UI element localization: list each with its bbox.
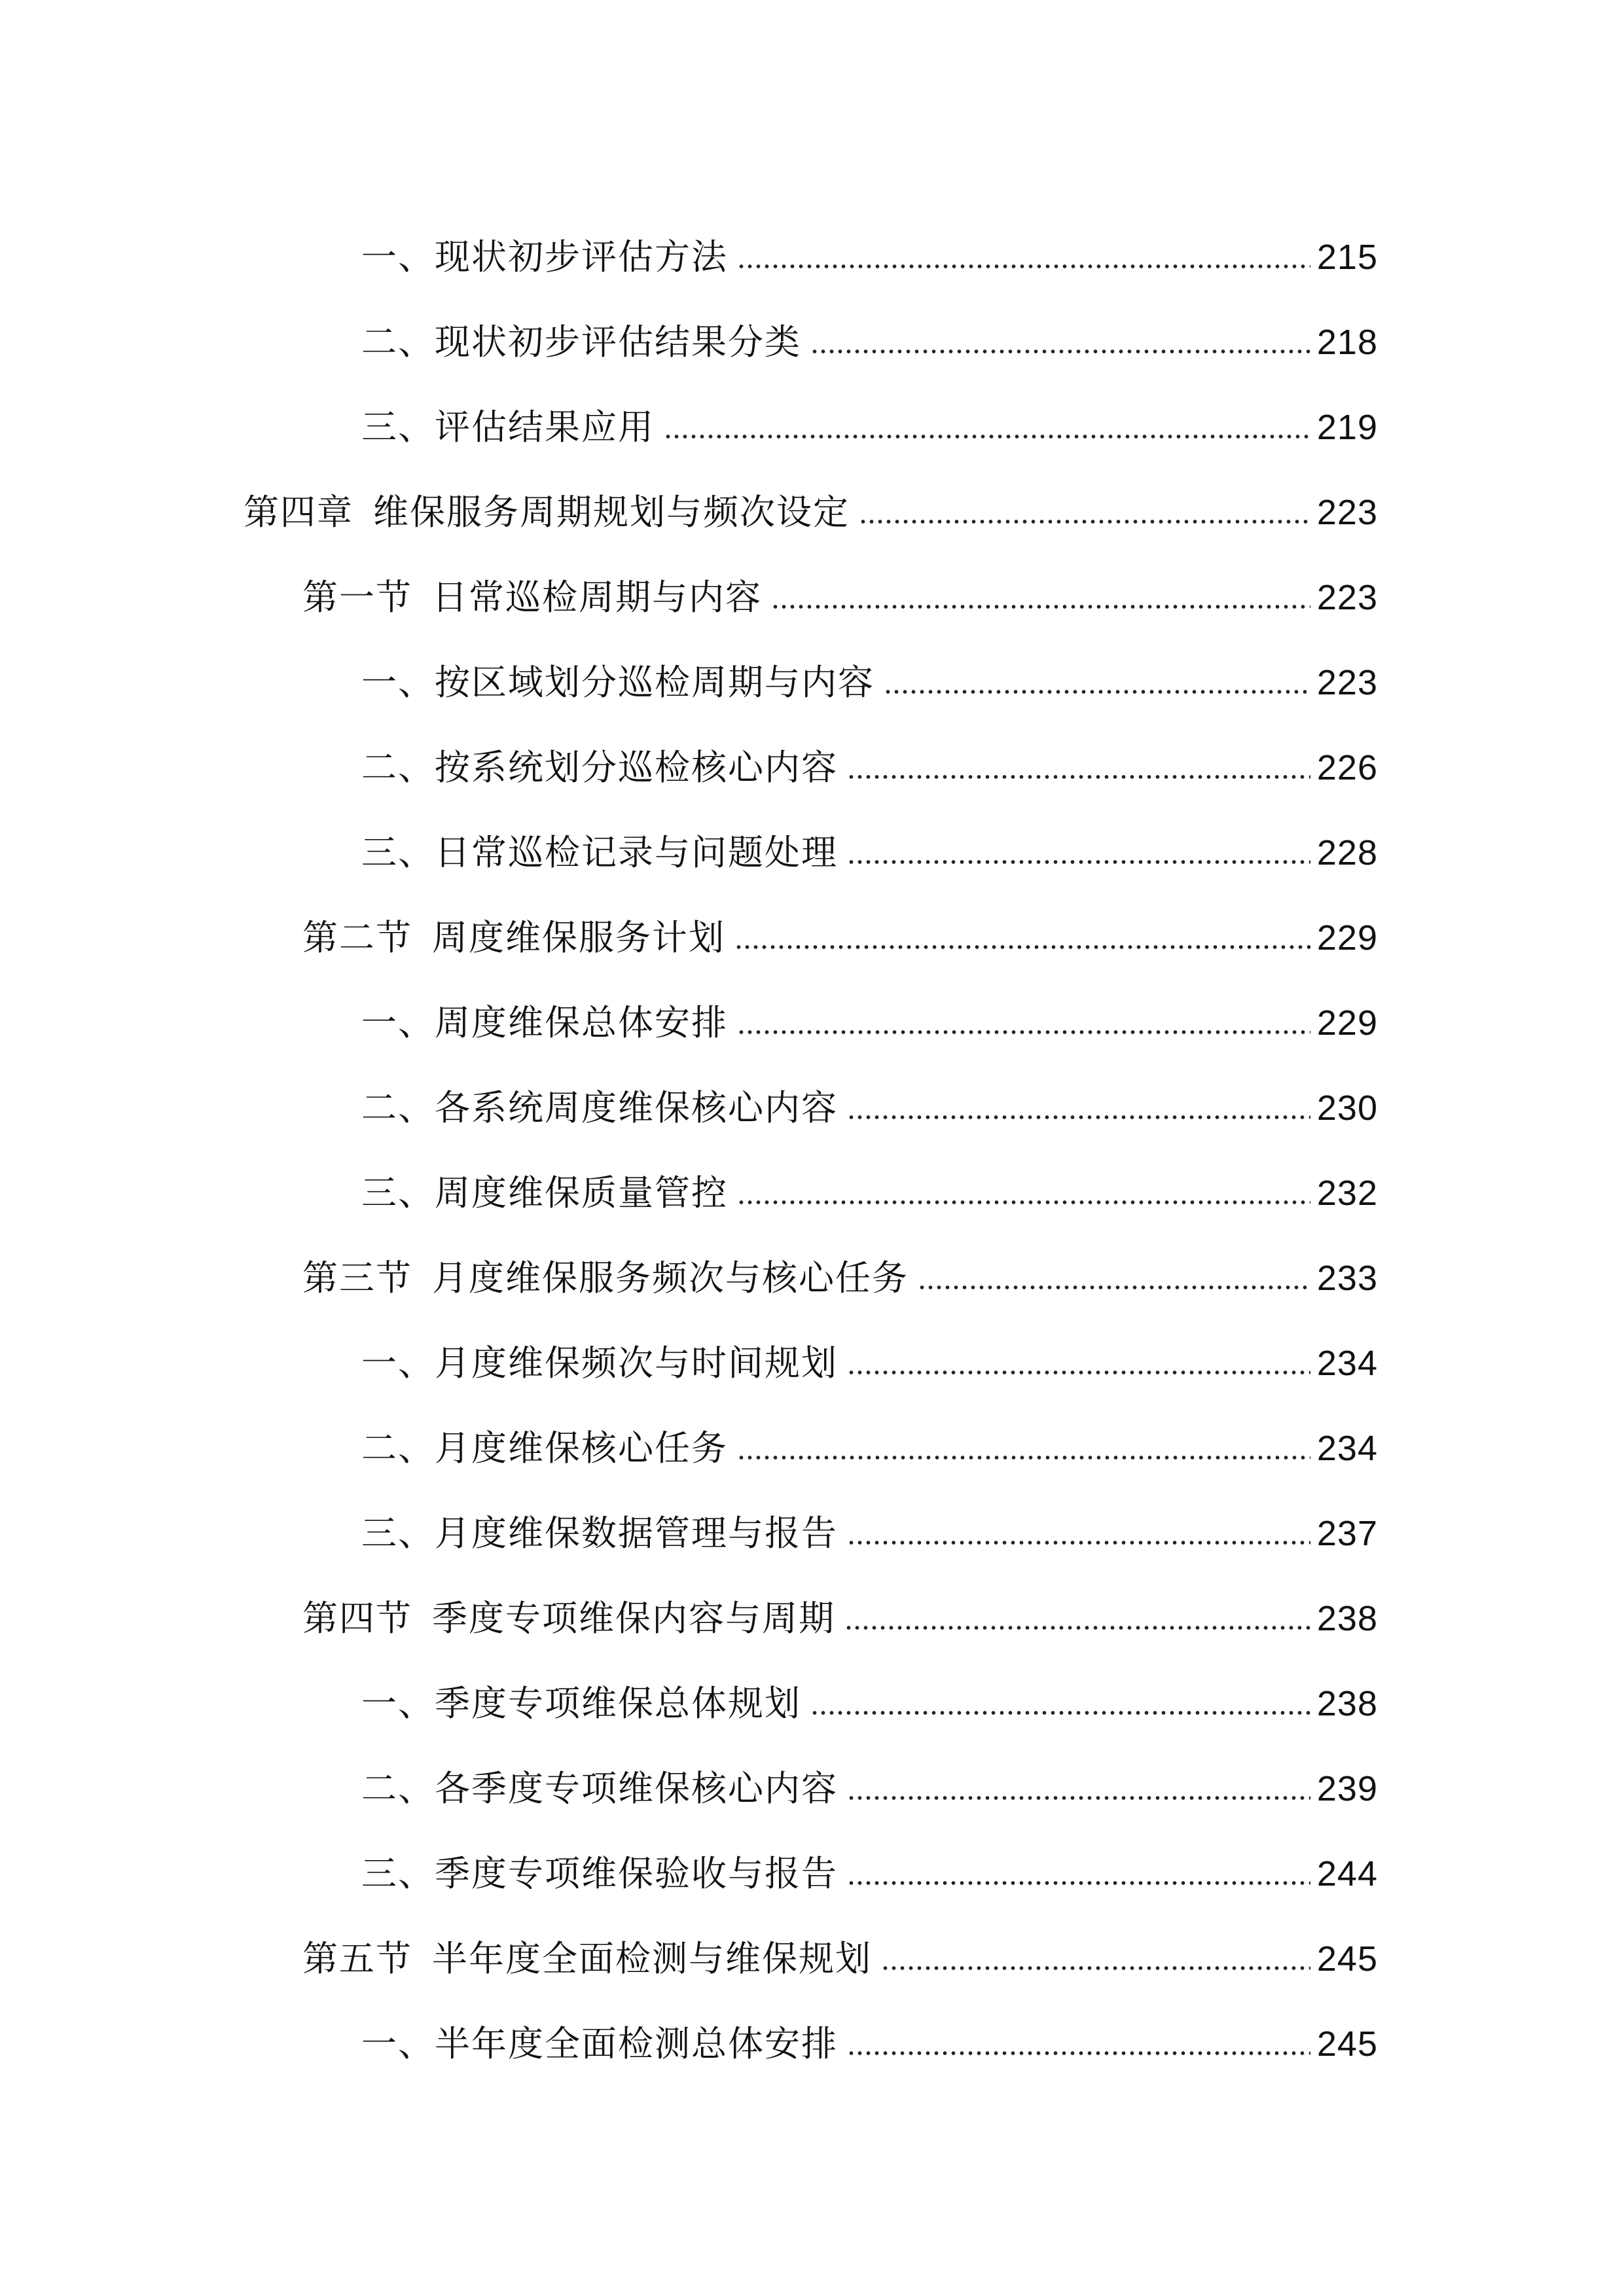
dot-leader — [884, 690, 1310, 694]
toc-entry-page-number: 234 — [1316, 1344, 1378, 1383]
dot-leader — [847, 860, 1310, 864]
toc-entry[interactable] — [361, 1132, 1378, 1211]
toc-section-entry[interactable] — [302, 1898, 1378, 1977]
toc-entry-prefix: 第四章 — [244, 492, 353, 533]
dot-leader — [734, 945, 1310, 949]
toc-entry-title-text: 三、周度维保质量管控 — [361, 1172, 728, 1213]
toc-entry[interactable] — [361, 1728, 1378, 1809]
toc-entry-prefix: 第一节 — [302, 577, 412, 618]
toc-entry-title — [361, 1853, 838, 1894]
dot-leader — [737, 1456, 1310, 1460]
toc-entry-prefix: 第二节 — [302, 917, 412, 958]
toc-entry-title-text: 二、月度维保核心任务 — [361, 1427, 728, 1469]
dot-leader — [737, 1030, 1310, 1034]
toc-entry-title — [361, 1087, 838, 1128]
toc-entry-title-text: 三、评估结果应用 — [361, 406, 655, 448]
toc-section-entry[interactable] — [302, 877, 1378, 956]
toc-entry[interactable] — [361, 1813, 1378, 1892]
toc-entry-page-number: 226 — [1316, 748, 1378, 787]
toc-entry-title — [302, 1938, 872, 1979]
toc-entry-title — [361, 1513, 838, 1554]
toc-entry-title — [361, 1427, 728, 1469]
toc-entry-title — [361, 1342, 838, 1384]
toc-entry[interactable] — [361, 1643, 1378, 1724]
toc-entry-title-text: 日常巡检周期与内容 — [432, 577, 762, 618]
toc-section-entry[interactable] — [302, 1558, 1378, 1639]
toc-entry-title-text: 二、按系统划分巡检核心内容 — [361, 747, 838, 788]
toc-entry[interactable] — [361, 622, 1378, 703]
toc-entry-page-number: 218 — [1316, 323, 1378, 362]
toc-entry-title-text: 一、半年度全面检测总体安排 — [361, 2023, 838, 2064]
dot-leader — [737, 1200, 1310, 1204]
toc-entry-title-text: 一、月度维保频次与时间规划 — [361, 1342, 838, 1384]
toc-section-entry[interactable] — [302, 537, 1378, 618]
toc-entry-page-number: 245 — [1316, 2024, 1378, 2064]
toc-entry-page-number: 229 — [1316, 1003, 1378, 1043]
toc-entry-title — [361, 1002, 728, 1043]
toc-entry[interactable] — [361, 792, 1378, 873]
toc-entry-title-text: 一、季度专项维保总体规划 — [361, 1683, 801, 1724]
dot-leader — [847, 1796, 1310, 1800]
toc-entry-title — [361, 1768, 838, 1809]
dot-leader — [847, 1371, 1310, 1374]
toc-entry[interactable] — [361, 1302, 1378, 1384]
toc-entry-page-number: 223 — [1316, 663, 1378, 702]
toc-entry-page-number: 244 — [1316, 1854, 1378, 1893]
toc-chapter-entry[interactable] — [244, 452, 1378, 533]
toc-entry-title — [244, 492, 850, 533]
toc-entry-prefix: 第三节 — [302, 1257, 412, 1299]
toc-entry-title — [361, 1683, 801, 1724]
toc-entry-page-number: 229 — [1316, 918, 1378, 958]
dot-leader — [810, 350, 1310, 353]
toc-entry-title-text: 一、现状初步评估方法 — [361, 236, 728, 278]
toc-entry-title-text: 一、按区域划分巡检周期与内容 — [361, 662, 875, 703]
dot-leader — [844, 1626, 1310, 1630]
toc-entry-title — [302, 917, 725, 958]
dot-leader — [881, 1966, 1310, 1970]
dot-leader — [847, 1881, 1310, 1885]
dot-leader — [847, 775, 1310, 779]
toc-entry-title — [361, 236, 728, 278]
toc-entry-prefix: 第四节 — [302, 1598, 412, 1639]
toc-entry-page-number: 237 — [1316, 1514, 1378, 1553]
toc-entry-title — [361, 321, 801, 363]
dot-leader — [859, 520, 1310, 524]
dot-leader — [771, 605, 1310, 609]
dot-leader — [810, 1711, 1310, 1715]
toc-entry-page-number: 233 — [1316, 1259, 1378, 1298]
toc-entry-title-text: 三、季度专项维保验收与报告 — [361, 1853, 838, 1894]
toc-entry-title-text: 二、各系统周度维保核心内容 — [361, 1087, 838, 1128]
toc-entry-title — [302, 1598, 835, 1639]
toc-entry-page-number: 234 — [1316, 1429, 1378, 1468]
toc-entry-title-text: 维保服务周期规划与频次设定 — [373, 492, 850, 533]
toc-entry[interactable] — [361, 1047, 1378, 1126]
toc-entry-page-number: 219 — [1316, 408, 1378, 447]
toc-entry-page-number: 245 — [1316, 1939, 1378, 1979]
toc-entry[interactable] — [361, 1473, 1378, 1554]
toc-entry-title-text: 三、月度维保数据管理与报告 — [361, 1513, 838, 1554]
toc-entry-page-number: 239 — [1316, 1769, 1378, 1808]
toc-entry[interactable] — [361, 707, 1378, 788]
toc-entry-title-text: 二、现状初步评估结果分类 — [361, 321, 801, 363]
toc-entry-title-text: 二、各季度专项维保核心内容 — [361, 1768, 838, 1809]
toc-entry-page-number: 238 — [1316, 1684, 1378, 1723]
toc-entry-title — [302, 577, 762, 618]
dot-leader — [847, 2051, 1310, 2055]
toc-entry-title — [361, 2023, 838, 2064]
toc-entry-title — [361, 1172, 728, 1213]
toc-entry-page-number: 230 — [1316, 1088, 1378, 1128]
toc-section-entry[interactable] — [302, 1217, 1378, 1299]
toc-entry-title-text: 三、日常巡检记录与问题处理 — [361, 832, 838, 873]
toc-entry-title-text: 半年度全面检测与维保规划 — [432, 1938, 872, 1979]
toc-entry-page-number: 228 — [1316, 833, 1378, 872]
toc-entry-title — [302, 1257, 909, 1299]
toc-entry-page-number: 238 — [1316, 1599, 1378, 1638]
toc-entry[interactable] — [361, 281, 1378, 363]
toc-entry-title-text: 季度专项维保内容与周期 — [432, 1598, 835, 1639]
toc-entry-page-number: 232 — [1316, 1174, 1378, 1213]
dot-leader — [737, 264, 1310, 268]
toc-entry-title — [361, 406, 655, 448]
toc-entry[interactable] — [361, 196, 1378, 278]
dot-leader — [847, 1541, 1310, 1545]
toc-entry-title — [361, 832, 838, 873]
toc-entry-title — [361, 662, 875, 703]
toc-entry-title-text: 月度维保服务频次与核心任务 — [432, 1257, 909, 1299]
toc-entry[interactable] — [361, 367, 1378, 448]
toc-entry-title-text: 周度维保服务计划 — [432, 917, 725, 958]
toc-entry[interactable] — [361, 1388, 1378, 1469]
dot-leader — [847, 1115, 1310, 1119]
toc-entry-title — [361, 747, 838, 788]
toc-entry[interactable] — [361, 1983, 1378, 2062]
toc-entry-page-number: 223 — [1316, 493, 1378, 532]
toc-entry-page-number: 215 — [1316, 238, 1378, 277]
toc-entry[interactable] — [361, 962, 1378, 1041]
dot-leader — [918, 1285, 1310, 1289]
toc-entry-title-text: 一、周度维保总体安排 — [361, 1002, 728, 1043]
dot-leader — [664, 435, 1310, 439]
toc-entry-page-number: 223 — [1316, 578, 1378, 617]
toc-entry-prefix: 第五节 — [302, 1938, 412, 1979]
